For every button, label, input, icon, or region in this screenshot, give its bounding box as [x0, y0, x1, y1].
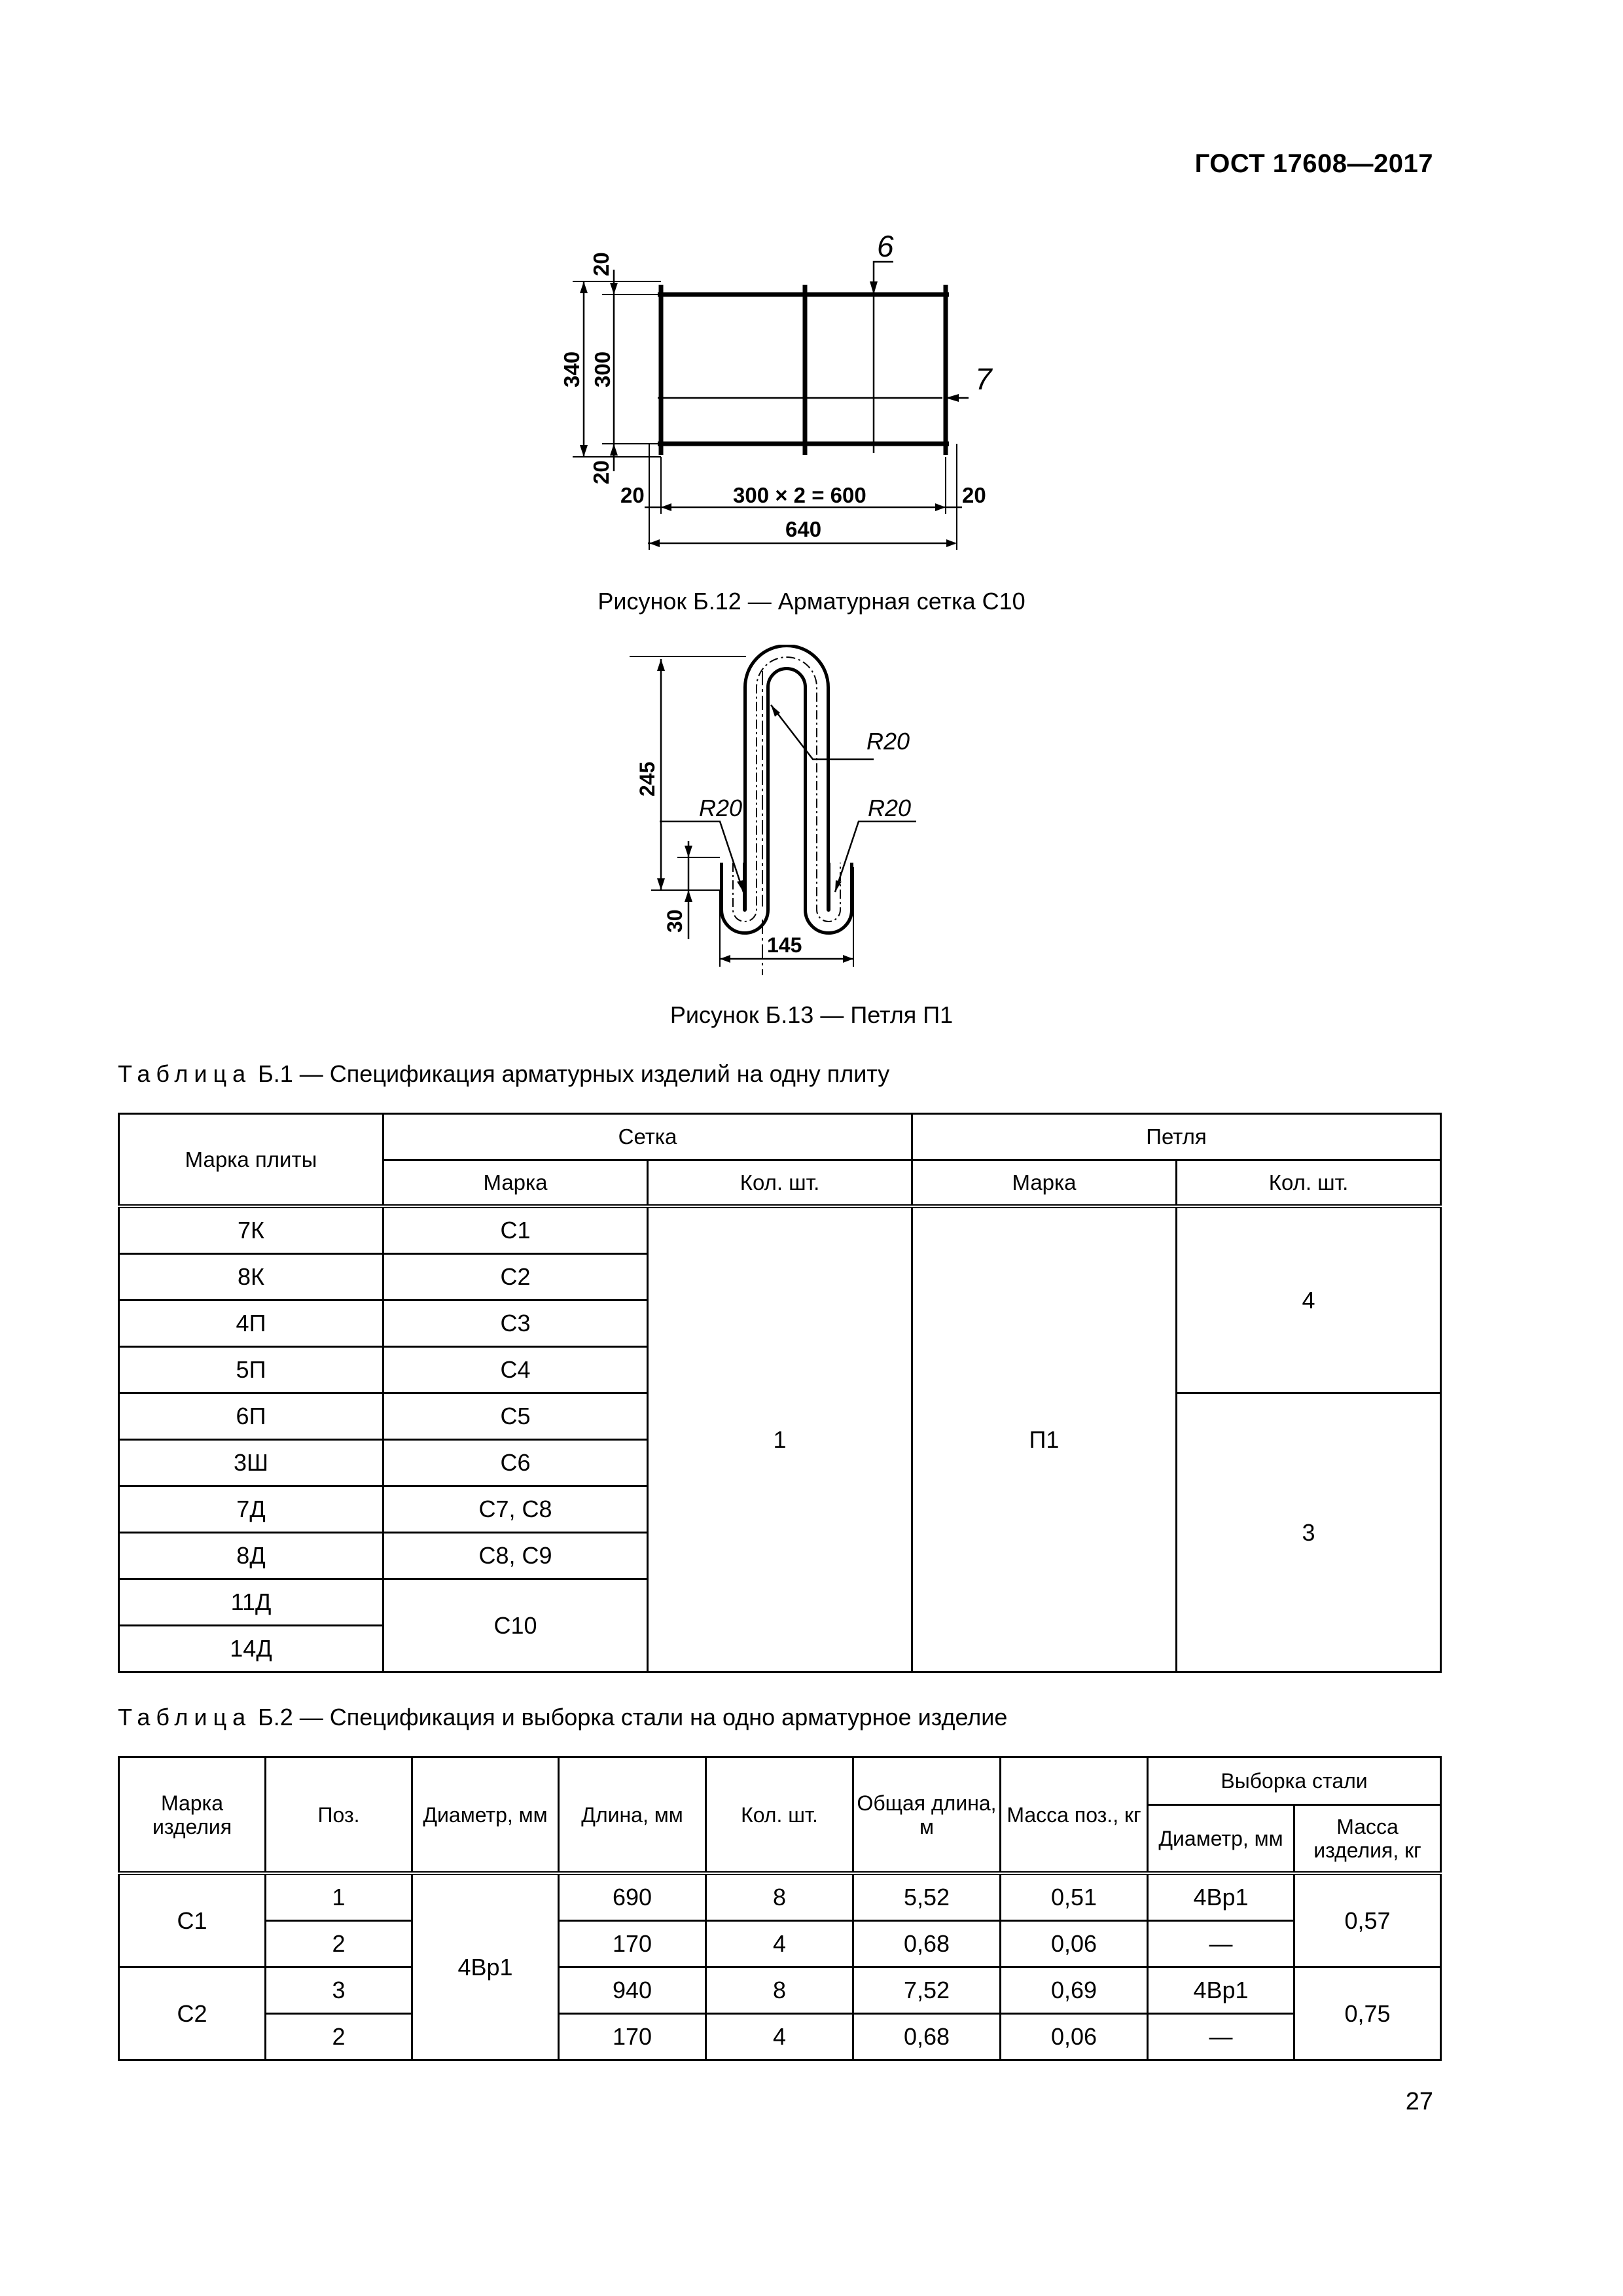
table-2-caption: [118, 1704, 1007, 1731]
position-7: 7: [975, 362, 992, 396]
length-cell: 170: [559, 1921, 706, 1967]
diameter-cell: 4Вр1: [412, 1873, 559, 2060]
total-length-cell: 0,68: [853, 2014, 1001, 2060]
table-1-prefix: Таблица: [118, 1060, 252, 1087]
header-steel-selection: Выборка стали: [1148, 1757, 1441, 1805]
header-mesh-mark: Марка: [383, 1160, 648, 1207]
length-cell: 170: [559, 2014, 706, 2060]
sel-diameter-cell: 4Вр1: [1148, 1967, 1294, 2014]
loop-qty-cell: 3: [1177, 1393, 1441, 1672]
figure-12-caption: Рисунок Б.12 — Арматурная сетка С10: [597, 588, 1026, 615]
total-length-cell: 0,68: [853, 1921, 1001, 1967]
mesh-mark-cell: С3: [383, 1300, 648, 1347]
table-row: [119, 1206, 1441, 1254]
header-loop: Петля: [912, 1114, 1441, 1160]
header-pos: Поз.: [266, 1757, 412, 1874]
plate-cell: 14Д: [119, 1626, 383, 1672]
item-mark-cell: С2: [119, 1967, 266, 2060]
plate-cell: 8К: [119, 1254, 383, 1300]
mesh-mark-cell: С1: [383, 1206, 648, 1254]
plate-cell: 8Д: [119, 1533, 383, 1579]
total-length-cell: 5,52: [853, 1873, 1001, 1921]
loop-drawing: [615, 645, 982, 978]
plate-cell: 6П: [119, 1393, 383, 1440]
plate-cell: 7Д: [119, 1486, 383, 1533]
table-1-caption: [118, 1060, 889, 1088]
table-row: [119, 1873, 1441, 1921]
dim-300x2: 300 × 2 = 600: [733, 483, 866, 507]
plate-cell: 3Ш: [119, 1440, 383, 1486]
mesh-mark-cell: С7, С8: [383, 1486, 648, 1533]
qty-cell: 8: [706, 1967, 853, 2014]
table-row: [119, 1967, 1441, 2014]
pos-cell: 1: [266, 1873, 412, 1921]
header-qty: Кол. шт.: [706, 1757, 853, 1874]
page-number: 27: [1405, 2088, 1433, 2115]
dim-20-left: 20: [620, 483, 645, 507]
plate-cell: 4П: [119, 1300, 383, 1347]
table-reinforcement-spec: [118, 1113, 1442, 1673]
plate-cell: 5П: [119, 1347, 383, 1393]
figure-loop-p1: [615, 645, 982, 978]
pos-cell: 2: [266, 1921, 412, 1967]
dim-640: 640: [785, 517, 822, 541]
pos-mass-cell: 0,06: [1001, 2014, 1148, 2060]
mesh-mark-cell: С10: [383, 1579, 648, 1672]
dim-20-bottom: 20: [589, 460, 613, 484]
mesh-mark-cell: С5: [383, 1393, 648, 1440]
dim-20-top: 20: [589, 252, 613, 276]
table-2-prefix: Таблица: [118, 1704, 252, 1731]
plate-cell: 11Д: [119, 1579, 383, 1626]
dim-30: 30: [663, 909, 687, 933]
table-1-title: Б.1 — Спецификация арматурных изделий на одну плиту: [251, 1060, 890, 1087]
header-diameter: Диаметр, мм: [412, 1757, 559, 1874]
pos-cell: 3: [266, 1967, 412, 2014]
dim-245: 245: [635, 761, 659, 797]
position-6: 6: [877, 229, 894, 263]
mesh-mark-cell: С2: [383, 1254, 648, 1300]
radius-top-label: R20: [866, 728, 910, 755]
item-mass-cell: 0,75: [1294, 1967, 1441, 2060]
dim-145: 145: [767, 933, 802, 957]
item-mass-cell: 0,57: [1294, 1873, 1441, 1967]
header-total-length: Общая длина, м: [853, 1757, 1001, 1874]
table-steel-selection: [118, 1756, 1442, 2061]
mesh-mark-cell: С6: [383, 1440, 648, 1486]
plate-cell: 7К: [119, 1206, 383, 1254]
pos-mass-cell: 0,69: [1001, 1967, 1148, 2014]
mesh-drawing: [537, 216, 1034, 563]
dim-300-vertical: 300: [590, 351, 615, 387]
loop-qty-cell: 4: [1177, 1206, 1441, 1393]
header-length: Длина, мм: [559, 1757, 706, 1874]
item-mark-cell: С1: [119, 1873, 266, 1967]
table-row: [119, 1921, 1441, 1967]
header-loop-mark: Марка: [912, 1160, 1177, 1207]
qty-cell: 4: [706, 2014, 853, 2060]
header-loop-qty: Кол. шт.: [1177, 1160, 1441, 1207]
table-row: [119, 2014, 1441, 2060]
dim-340: 340: [560, 351, 584, 387]
header-item-mark: Марка изделия: [119, 1757, 266, 1874]
sel-diameter-cell: —: [1148, 1921, 1294, 1967]
mesh-qty-cell: 1: [648, 1206, 912, 1672]
header-plate-mark: Марка плиты: [119, 1114, 383, 1207]
pos-mass-cell: 0,51: [1001, 1873, 1148, 1921]
total-length-cell: 7,52: [853, 1967, 1001, 2014]
dim-20-right: 20: [962, 483, 986, 507]
pos-mass-cell: 0,06: [1001, 1921, 1148, 1967]
length-cell: 690: [559, 1873, 706, 1921]
length-cell: 940: [559, 1967, 706, 2014]
header-mesh: Сетка: [383, 1114, 912, 1160]
mesh-mark-cell: С4: [383, 1347, 648, 1393]
qty-cell: 8: [706, 1873, 853, 1921]
header-item-mass: Масса изделия, кг: [1294, 1805, 1441, 1874]
sel-diameter-cell: 4Вр1: [1148, 1873, 1294, 1921]
mesh-mark-cell: С8, С9: [383, 1533, 648, 1579]
document-code: ГОСТ 17608—2017: [1194, 149, 1433, 178]
header-sel-diameter: Диаметр, мм: [1148, 1805, 1294, 1874]
figure-13-caption: Рисунок Б.13 — Петля П1: [669, 1001, 954, 1028]
table-2-title: Б.2 — Спецификация и выборка стали на одно арматурное изделие: [251, 1704, 1008, 1731]
qty-cell: 4: [706, 1921, 853, 1967]
radius-right-label: R20: [868, 795, 912, 821]
header-pos-mass: Масса поз., кг: [1001, 1757, 1148, 1874]
sel-diameter-cell: —: [1148, 2014, 1294, 2060]
loop-mark-cell: П1: [912, 1206, 1177, 1672]
pos-cell: 2: [266, 2014, 412, 2060]
header-mesh-qty: Кол. шт.: [648, 1160, 912, 1207]
radius-left-label: R20: [699, 795, 743, 821]
figure-mesh-c10: [537, 216, 1034, 563]
